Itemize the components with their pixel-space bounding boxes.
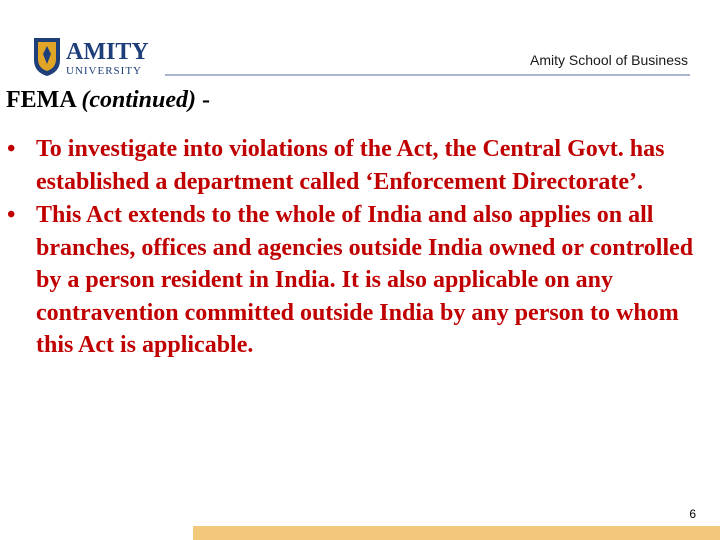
title-continued: (continued) — [81, 87, 196, 113]
bullet-item — [6, 199, 696, 362]
bullet-list — [6, 133, 696, 363]
slide-title — [6, 86, 210, 114]
bullet-dot-icon: • — [7, 202, 16, 228]
page-number: 6 — [689, 507, 696, 521]
svg-text:UNIVERSITY: UNIVERSITY — [66, 65, 142, 77]
footer-accent-bar — [193, 526, 720, 540]
bullet-dot-icon: • — [7, 136, 16, 162]
title-dash: - — [196, 87, 210, 113]
svg-text:AMITY: AMITY — [66, 39, 149, 65]
title-text: FEMA — [6, 87, 82, 113]
school-name: Amity School of Business — [530, 52, 688, 68]
amity-university-logo — [30, 34, 160, 80]
bullet-item — [6, 133, 696, 198]
header-divider — [165, 74, 690, 76]
bullet-text: This Act extends to the whole of India and also applies on all branches, offices and agencies outside India owned or controlled by a person resident in India. It is also applicable on any contravention committed outside India by any person to whom this Act is applicable. — [36, 202, 694, 358]
bullet-text: To investigate into violations of the Act, the Central Govt. has established a department called ‘Enforcement Directorate’. — [36, 136, 665, 195]
